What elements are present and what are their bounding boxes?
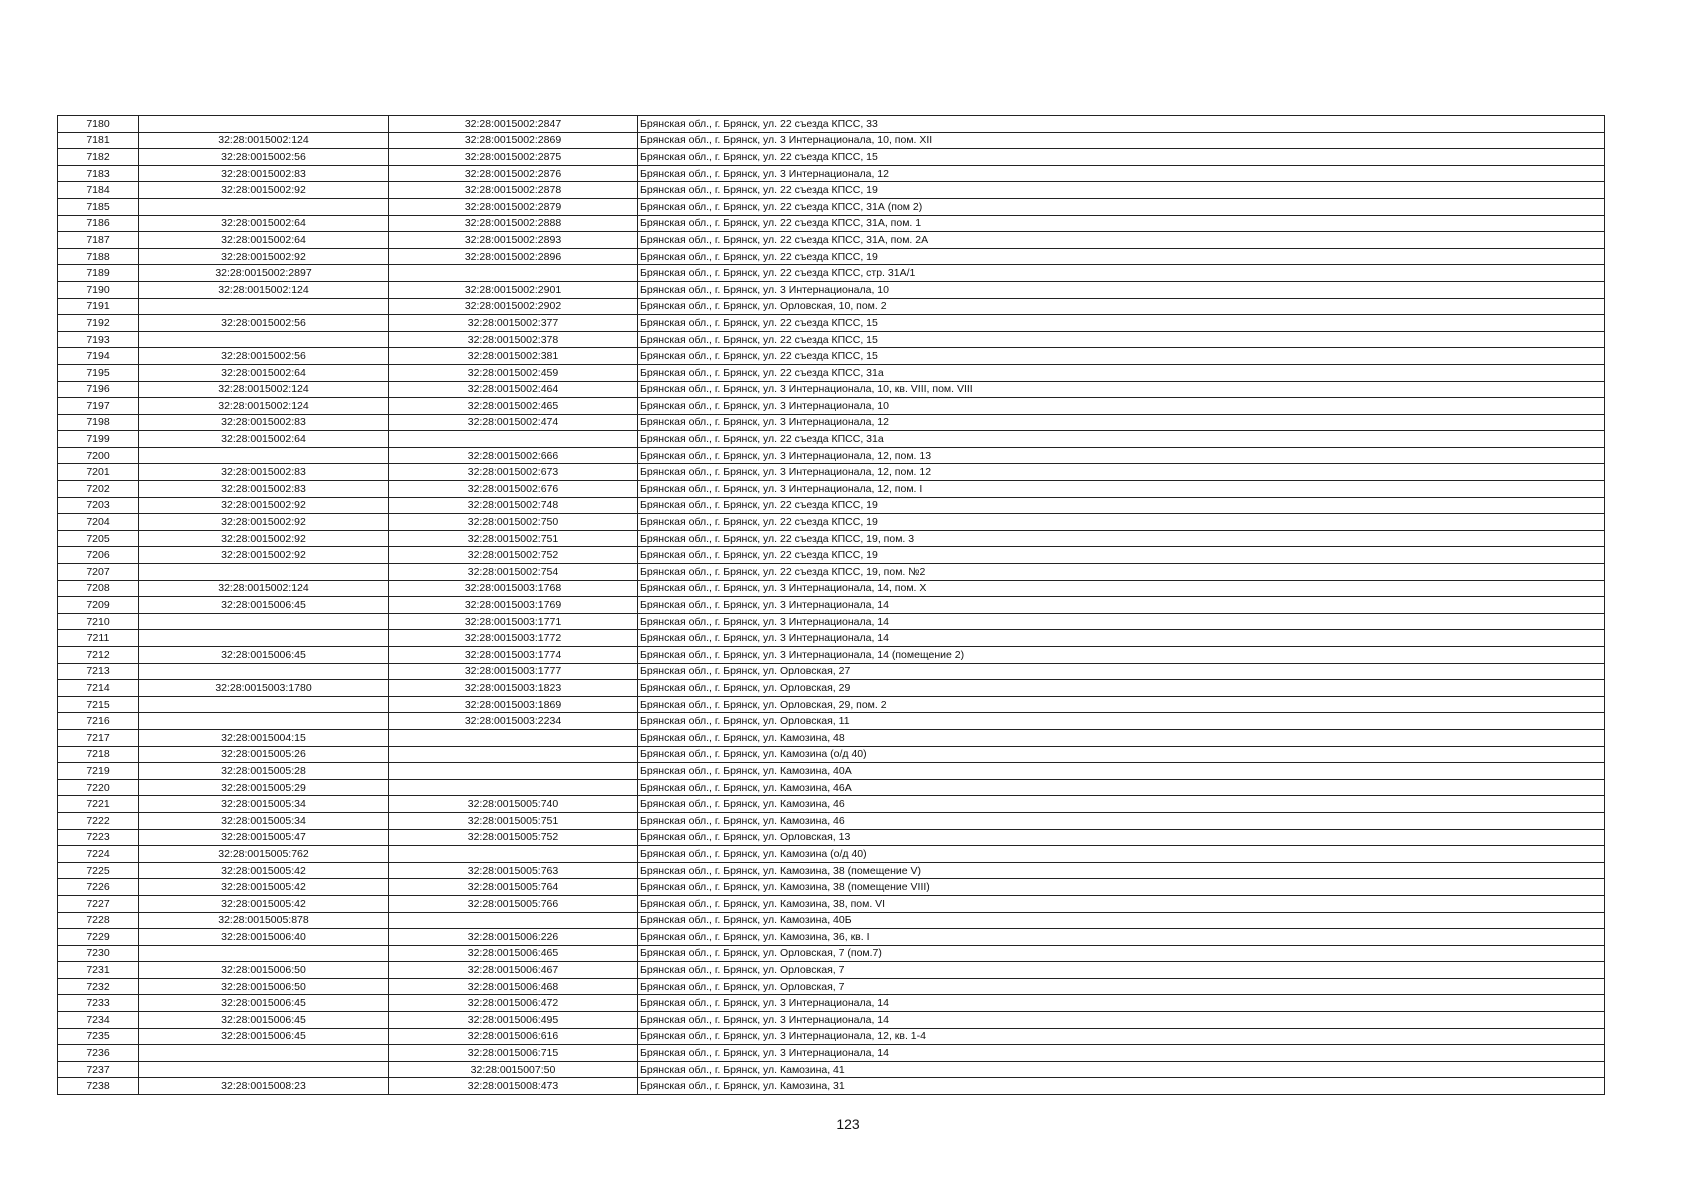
land-cadastral-number-cell: 32:28:0015006:45 <box>139 647 389 664</box>
object-cadastral-number-cell: 32:28:0015002:2879 <box>389 198 638 215</box>
table-row <box>58 248 1605 265</box>
land-cadastral-number-cell: 32:28:0015005:878 <box>139 912 389 929</box>
address-cell: Брянская обл., г. Брянск, ул. 22 съезда КПСС, 19 <box>638 514 1605 531</box>
row-number-cell: 7188 <box>58 248 139 265</box>
table-row <box>58 630 1605 647</box>
object-cadastral-number-cell: 32:28:0015005:751 <box>389 812 638 829</box>
land-cadastral-number-cell: 32:28:0015006:45 <box>139 1012 389 1029</box>
table-row <box>58 663 1605 680</box>
row-number-cell: 7206 <box>58 547 139 564</box>
table-row <box>58 580 1605 597</box>
table-row <box>58 414 1605 431</box>
table-row <box>58 879 1605 896</box>
row-number-cell: 7182 <box>58 149 139 166</box>
row-number-cell: 7217 <box>58 729 139 746</box>
object-cadastral-number-cell: 32:28:0015002:2896 <box>389 248 638 265</box>
table-row <box>58 779 1605 796</box>
land-cadastral-number-cell: 32:28:0015002:83 <box>139 481 389 498</box>
object-cadastral-number-cell: 32:28:0015003:1777 <box>389 663 638 680</box>
land-cadastral-number-cell: 32:28:0015002:124 <box>139 381 389 398</box>
object-cadastral-number-cell: 32:28:0015002:2869 <box>389 132 638 149</box>
land-cadastral-number-cell: 32:28:0015002:92 <box>139 248 389 265</box>
row-number-cell: 7231 <box>58 962 139 979</box>
table-row <box>58 447 1605 464</box>
table-row <box>58 281 1605 298</box>
object-cadastral-number-cell <box>389 846 638 863</box>
land-cadastral-number-cell <box>139 613 389 630</box>
land-cadastral-number-cell: 32:28:0015002:124 <box>139 398 389 415</box>
row-number-cell: 7212 <box>58 647 139 664</box>
object-cadastral-number-cell: 32:28:0015002:465 <box>389 398 638 415</box>
row-number-cell: 7204 <box>58 514 139 531</box>
object-cadastral-number-cell <box>389 431 638 448</box>
object-cadastral-number-cell: 32:28:0015006:472 <box>389 995 638 1012</box>
row-number-cell: 7186 <box>58 215 139 232</box>
land-cadastral-number-cell <box>139 331 389 348</box>
land-cadastral-number-cell: 32:28:0015004:15 <box>139 729 389 746</box>
land-cadastral-number-cell: 32:28:0015005:28 <box>139 763 389 780</box>
address-cell: Брянская обл., г. Брянск, ул. 22 съезда КПСС, 31А, пом. 1 <box>638 215 1605 232</box>
address-cell: Брянская обл., г. Брянск, ул. Камозина, 38, пом. VI <box>638 895 1605 912</box>
table-row <box>58 165 1605 182</box>
object-cadastral-number-cell: 32:28:0015003:1772 <box>389 630 638 647</box>
address-cell: Брянская обл., г. Брянск, ул. 22 съезда КПСС, 19, пом. №2 <box>638 564 1605 581</box>
table-row <box>58 215 1605 232</box>
object-cadastral-number-cell: 32:28:0015002:752 <box>389 547 638 564</box>
address-cell: Брянская обл., г. Брянск, ул. 3 Интернационала, 12 <box>638 165 1605 182</box>
table-row <box>58 198 1605 215</box>
table-row <box>58 1028 1605 1045</box>
address-cell: Брянская обл., г. Брянск, ул. 3 Интернационала, 12, кв. 1-4 <box>638 1028 1605 1045</box>
row-number-cell: 7229 <box>58 929 139 946</box>
land-cadastral-number-cell: 32:28:0015002:64 <box>139 232 389 249</box>
row-number-cell: 7224 <box>58 846 139 863</box>
row-number-cell: 7219 <box>58 763 139 780</box>
land-cadastral-number-cell: 32:28:0015008:23 <box>139 1078 389 1095</box>
address-cell: Брянская обл., г. Брянск, ул. Камозина (о/д 40) <box>638 846 1605 863</box>
address-cell: Брянская обл., г. Брянск, ул. 22 съезда КПСС, 15 <box>638 348 1605 365</box>
land-cadastral-number-cell: 32:28:0015005:42 <box>139 895 389 912</box>
land-cadastral-number-cell: 32:28:0015005:762 <box>139 846 389 863</box>
address-cell: Брянская обл., г. Брянск, ул. 22 съезда КПСС, 19 <box>638 248 1605 265</box>
object-cadastral-number-cell: 32:28:0015003:1771 <box>389 613 638 630</box>
land-cadastral-number-cell: 32:28:0015005:34 <box>139 796 389 813</box>
address-cell: Брянская обл., г. Брянск, ул. 3 Интернационала, 12 <box>638 414 1605 431</box>
table-row <box>58 132 1605 149</box>
object-cadastral-number-cell <box>389 912 638 929</box>
address-cell: Брянская обл., г. Брянск, ул. 3 Интернационала, 14 <box>638 1012 1605 1029</box>
address-cell: Брянская обл., г. Брянск, ул. 22 съезда КПСС, 33 <box>638 116 1605 133</box>
address-cell: Брянская обл., г. Брянск, ул. Камозина, 38 (помещение VIII) <box>638 879 1605 896</box>
address-cell: Брянская обл., г. Брянск, ул. 3 Интернационала, 10, пом. XII <box>638 132 1605 149</box>
table-row <box>58 696 1605 713</box>
address-cell: Брянская обл., г. Брянск, ул. 3 Интернационала, 14 <box>638 613 1605 630</box>
land-cadastral-number-cell: 32:28:0015005:34 <box>139 812 389 829</box>
table-row <box>58 232 1605 249</box>
object-cadastral-number-cell: 32:28:0015002:673 <box>389 464 638 481</box>
row-number-cell: 7237 <box>58 1061 139 1078</box>
object-cadastral-number-cell: 32:28:0015008:473 <box>389 1078 638 1095</box>
land-cadastral-number-cell: 32:28:0015002:64 <box>139 431 389 448</box>
row-number-cell: 7193 <box>58 331 139 348</box>
object-cadastral-number-cell <box>389 763 638 780</box>
land-cadastral-number-cell: 32:28:0015005:47 <box>139 829 389 846</box>
address-cell: Брянская обл., г. Брянск, ул. Камозина (о/д 40) <box>638 746 1605 763</box>
object-cadastral-number-cell: 32:28:0015006:226 <box>389 929 638 946</box>
address-cell: Брянская обл., г. Брянск, ул. 22 съезда КПСС, 31А, пом. 2А <box>638 232 1605 249</box>
table-row <box>58 315 1605 332</box>
land-cadastral-number-cell <box>139 298 389 315</box>
object-cadastral-number-cell: 32:28:0015007:50 <box>389 1061 638 1078</box>
row-number-cell: 7207 <box>58 564 139 581</box>
land-cadastral-number-cell: 32:28:0015002:83 <box>139 414 389 431</box>
object-cadastral-number-cell: 32:28:0015002:2847 <box>389 116 638 133</box>
row-number-cell: 7203 <box>58 497 139 514</box>
table-row <box>58 398 1605 415</box>
table-row <box>58 647 1605 664</box>
object-cadastral-number-cell: 32:28:0015002:459 <box>389 364 638 381</box>
address-cell: Брянская обл., г. Брянск, ул. 22 съезда КПСС, 31а <box>638 431 1605 448</box>
table-row <box>58 514 1605 531</box>
address-cell: Брянская обл., г. Брянск, ул. Орловская, 27 <box>638 663 1605 680</box>
address-cell: Брянская обл., г. Брянск, ул. Орловская, 29, пом. 2 <box>638 696 1605 713</box>
address-cell: Брянская обл., г. Брянск, ул. 22 съезда КПСС, 19 <box>638 182 1605 199</box>
land-cadastral-number-cell: 32:28:0015002:124 <box>139 580 389 597</box>
row-number-cell: 7202 <box>58 481 139 498</box>
land-cadastral-number-cell <box>139 1045 389 1062</box>
address-cell: Брянская обл., г. Брянск, ул. 3 Интернационала, 12, пом. 13 <box>638 447 1605 464</box>
object-cadastral-number-cell <box>389 265 638 282</box>
object-cadastral-number-cell: 32:28:0015002:2902 <box>389 298 638 315</box>
address-cell: Брянская обл., г. Брянск, ул. Камозина, 46А <box>638 779 1605 796</box>
address-cell: Брянская обл., г. Брянск, ул. Камозина, 46 <box>638 796 1605 813</box>
table-row <box>58 746 1605 763</box>
land-cadastral-number-cell: 32:28:0015002:92 <box>139 497 389 514</box>
row-number-cell: 7215 <box>58 696 139 713</box>
address-cell: Брянская обл., г. Брянск, ул. 22 съезда КПСС, 31а <box>638 364 1605 381</box>
table-row <box>58 680 1605 697</box>
address-cell: Брянская обл., г. Брянск, ул. 22 съезда КПСС, 15 <box>638 331 1605 348</box>
object-cadastral-number-cell: 32:28:0015002:750 <box>389 514 638 531</box>
row-number-cell: 7209 <box>58 597 139 614</box>
object-cadastral-number-cell: 32:28:0015005:763 <box>389 862 638 879</box>
object-cadastral-number-cell: 32:28:0015005:752 <box>389 829 638 846</box>
address-cell: Брянская обл., г. Брянск, ул. 3 Интернационала, 10 <box>638 398 1605 415</box>
address-cell: Брянская обл., г. Брянск, ул. 3 Интернационала, 14 <box>638 1045 1605 1062</box>
table-row <box>58 895 1605 912</box>
row-number-cell: 7196 <box>58 381 139 398</box>
object-cadastral-number-cell: 32:28:0015002:381 <box>389 348 638 365</box>
row-number-cell: 7232 <box>58 978 139 995</box>
table-row <box>58 945 1605 962</box>
property-register-table <box>57 115 1605 1095</box>
object-cadastral-number-cell: 32:28:0015002:474 <box>389 414 638 431</box>
land-cadastral-number-cell: 32:28:0015006:45 <box>139 1028 389 1045</box>
table-row <box>58 116 1605 133</box>
object-cadastral-number-cell: 32:28:0015002:676 <box>389 481 638 498</box>
land-cadastral-number-cell <box>139 663 389 680</box>
object-cadastral-number-cell: 32:28:0015002:754 <box>389 564 638 581</box>
object-cadastral-number-cell: 32:28:0015006:467 <box>389 962 638 979</box>
row-number-cell: 7214 <box>58 680 139 697</box>
land-cadastral-number-cell: 32:28:0015002:64 <box>139 215 389 232</box>
row-number-cell: 7228 <box>58 912 139 929</box>
object-cadastral-number-cell: 32:28:0015002:748 <box>389 497 638 514</box>
row-number-cell: 7201 <box>58 464 139 481</box>
land-cadastral-number-cell: 32:28:0015005:42 <box>139 879 389 896</box>
object-cadastral-number-cell: 32:28:0015002:2876 <box>389 165 638 182</box>
row-number-cell: 7235 <box>58 1028 139 1045</box>
table-row <box>58 1012 1605 1029</box>
table-row <box>58 713 1605 730</box>
table-row <box>58 481 1605 498</box>
address-cell: Брянская обл., г. Брянск, ул. 3 Интернационала, 14 <box>638 597 1605 614</box>
address-cell: Брянская обл., г. Брянск, ул. Орловская, 10, пом. 2 <box>638 298 1605 315</box>
table-row <box>58 381 1605 398</box>
address-cell: Брянская обл., г. Брянск, ул. 22 съезда КПСС, 19 <box>638 547 1605 564</box>
row-number-cell: 7199 <box>58 431 139 448</box>
table-row <box>58 149 1605 166</box>
table-row <box>58 265 1605 282</box>
object-cadastral-number-cell <box>389 746 638 763</box>
address-cell: Брянская обл., г. Брянск, ул. Камозина, 40А <box>638 763 1605 780</box>
address-cell: Брянская обл., г. Брянск, ул. 3 Интернационала, 12, пом. I <box>638 481 1605 498</box>
row-number-cell: 7192 <box>58 315 139 332</box>
table-body <box>58 116 1605 1095</box>
address-cell: Брянская обл., г. Брянск, ул. 3 Интернационала, 10 <box>638 281 1605 298</box>
address-cell: Брянская обл., г. Брянск, ул. 3 Интернационала, 14 (помещение 2) <box>638 647 1605 664</box>
table-row <box>58 1061 1605 1078</box>
object-cadastral-number-cell: 32:28:0015002:2878 <box>389 182 638 199</box>
object-cadastral-number-cell: 32:28:0015002:751 <box>389 530 638 547</box>
object-cadastral-number-cell: 32:28:0015003:1774 <box>389 647 638 664</box>
table-row <box>58 846 1605 863</box>
address-cell: Брянская обл., г. Брянск, ул. Камозина, 41 <box>638 1061 1605 1078</box>
page-number: 123 <box>836 1116 860 1132</box>
object-cadastral-number-cell: 32:28:0015002:2901 <box>389 281 638 298</box>
table-row <box>58 597 1605 614</box>
land-cadastral-number-cell: 32:28:0015002:56 <box>139 315 389 332</box>
row-number-cell: 7218 <box>58 746 139 763</box>
table-row <box>58 364 1605 381</box>
table-row <box>58 182 1605 199</box>
object-cadastral-number-cell: 32:28:0015006:465 <box>389 945 638 962</box>
land-cadastral-number-cell: 32:28:0015002:83 <box>139 464 389 481</box>
address-cell: Брянская обл., г. Брянск, ул. Камозина, 38 (помещение V) <box>638 862 1605 879</box>
row-number-cell: 7220 <box>58 779 139 796</box>
table-row <box>58 912 1605 929</box>
object-cadastral-number-cell: 32:28:0015006:495 <box>389 1012 638 1029</box>
object-cadastral-number-cell: 32:28:0015003:1768 <box>389 580 638 597</box>
object-cadastral-number-cell: 32:28:0015003:1869 <box>389 696 638 713</box>
address-cell: Брянская обл., г. Брянск, ул. 22 съезда КПСС, 19, пом. 3 <box>638 530 1605 547</box>
object-cadastral-number-cell: 32:28:0015003:1823 <box>389 680 638 697</box>
address-cell: Брянская обл., г. Брянск, ул. Камозина, 31 <box>638 1078 1605 1095</box>
land-cadastral-number-cell <box>139 564 389 581</box>
land-cadastral-number-cell: 32:28:0015002:56 <box>139 348 389 365</box>
land-cadastral-number-cell: 32:28:0015006:45 <box>139 995 389 1012</box>
row-number-cell: 7185 <box>58 198 139 215</box>
row-number-cell: 7181 <box>58 132 139 149</box>
row-number-cell: 7189 <box>58 265 139 282</box>
land-cadastral-number-cell <box>139 1061 389 1078</box>
row-number-cell: 7200 <box>58 447 139 464</box>
table-row <box>58 348 1605 365</box>
row-number-cell: 7180 <box>58 116 139 133</box>
address-cell: Брянская обл., г. Брянск, ул. 22 съезда КПСС, 31А (пом 2) <box>638 198 1605 215</box>
row-number-cell: 7197 <box>58 398 139 415</box>
table-row <box>58 547 1605 564</box>
land-cadastral-number-cell: 32:28:0015005:42 <box>139 862 389 879</box>
row-number-cell: 7210 <box>58 613 139 630</box>
object-cadastral-number-cell: 32:28:0015005:740 <box>389 796 638 813</box>
address-cell: Брянская обл., г. Брянск, ул. Орловская, 7 (пом.7) <box>638 945 1605 962</box>
land-cadastral-number-cell: 32:28:0015006:50 <box>139 978 389 995</box>
table-row <box>58 995 1605 1012</box>
land-cadastral-number-cell: 32:28:0015002:64 <box>139 364 389 381</box>
table-row <box>58 1045 1605 1062</box>
address-cell: Брянская обл., г. Брянск, ул. 22 съезда КПСС, 15 <box>638 149 1605 166</box>
row-number-cell: 7191 <box>58 298 139 315</box>
address-cell: Брянская обл., г. Брянск, ул. Орловская, 11 <box>638 713 1605 730</box>
object-cadastral-number-cell: 32:28:0015003:2234 <box>389 713 638 730</box>
row-number-cell: 7236 <box>58 1045 139 1062</box>
row-number-cell: 7230 <box>58 945 139 962</box>
land-cadastral-number-cell: 32:28:0015002:83 <box>139 165 389 182</box>
row-number-cell: 7216 <box>58 713 139 730</box>
land-cadastral-number-cell: 32:28:0015002:124 <box>139 281 389 298</box>
row-number-cell: 7213 <box>58 663 139 680</box>
land-cadastral-number-cell <box>139 116 389 133</box>
object-cadastral-number-cell: 32:28:0015003:1769 <box>389 597 638 614</box>
row-number-cell: 7234 <box>58 1012 139 1029</box>
row-number-cell: 7211 <box>58 630 139 647</box>
table-row <box>58 829 1605 846</box>
land-cadastral-number-cell: 32:28:0015002:92 <box>139 182 389 199</box>
row-number-cell: 7226 <box>58 879 139 896</box>
land-cadastral-number-cell <box>139 696 389 713</box>
address-cell: Брянская обл., г. Брянск, ул. 3 Интернационала, 14 <box>638 995 1605 1012</box>
land-cadastral-number-cell: 32:28:0015002:92 <box>139 514 389 531</box>
address-cell: Брянская обл., г. Брянск, ул. Орловская, 13 <box>638 829 1605 846</box>
row-number-cell: 7233 <box>58 995 139 1012</box>
land-cadastral-number-cell: 32:28:0015002:92 <box>139 530 389 547</box>
object-cadastral-number-cell: 32:28:0015006:715 <box>389 1045 638 1062</box>
land-cadastral-number-cell: 32:28:0015006:40 <box>139 929 389 946</box>
object-cadastral-number-cell: 32:28:0015005:766 <box>389 895 638 912</box>
address-cell: Брянская обл., г. Брянск, ул. Камозина, 40Б <box>638 912 1605 929</box>
row-number-cell: 7190 <box>58 281 139 298</box>
table-row <box>58 962 1605 979</box>
address-cell: Брянская обл., г. Брянск, ул. Камозина, 46 <box>638 812 1605 829</box>
address-cell: Брянская обл., г. Брянск, ул. 3 Интернационала, 10, кв. VIII, пом. VIII <box>638 381 1605 398</box>
land-cadastral-number-cell <box>139 713 389 730</box>
land-cadastral-number-cell <box>139 447 389 464</box>
table-row <box>58 796 1605 813</box>
address-cell: Брянская обл., г. Брянск, ул. 3 Интернационала, 14 <box>638 630 1605 647</box>
land-cadastral-number-cell: 32:28:0015002:124 <box>139 132 389 149</box>
row-number-cell: 7225 <box>58 862 139 879</box>
address-cell: Брянская обл., г. Брянск, ул. Орловская, 7 <box>638 962 1605 979</box>
row-number-cell: 7227 <box>58 895 139 912</box>
object-cadastral-number-cell: 32:28:0015002:377 <box>389 315 638 332</box>
row-number-cell: 7222 <box>58 812 139 829</box>
table-row <box>58 530 1605 547</box>
land-cadastral-number-cell: 32:28:0015005:29 <box>139 779 389 796</box>
row-number-cell: 7221 <box>58 796 139 813</box>
table-row <box>58 729 1605 746</box>
table-row <box>58 763 1605 780</box>
land-cadastral-number-cell <box>139 945 389 962</box>
object-cadastral-number-cell: 32:28:0015006:468 <box>389 978 638 995</box>
address-cell: Брянская обл., г. Брянск, ул. 22 съезда КПСС, 15 <box>638 315 1605 332</box>
table-row <box>58 812 1605 829</box>
land-cadastral-number-cell: 32:28:0015003:1780 <box>139 680 389 697</box>
table-row <box>58 929 1605 946</box>
table-row <box>58 978 1605 995</box>
table-row <box>58 431 1605 448</box>
address-cell: Брянская обл., г. Брянск, ул. Камозина, 36, кв. I <box>638 929 1605 946</box>
object-cadastral-number-cell: 32:28:0015002:464 <box>389 381 638 398</box>
address-cell: Брянская обл., г. Брянск, ул. 22 съезда КПСС, стр. 31А/1 <box>638 265 1605 282</box>
address-cell: Брянская обл., г. Брянск, ул. 3 Интернационала, 12, пом. 12 <box>638 464 1605 481</box>
address-cell: Брянская обл., г. Брянск, ул. 22 съезда КПСС, 19 <box>638 497 1605 514</box>
object-cadastral-number-cell: 32:28:0015002:378 <box>389 331 638 348</box>
object-cadastral-number-cell: 32:28:0015002:2893 <box>389 232 638 249</box>
table-row <box>58 862 1605 879</box>
row-number-cell: 7238 <box>58 1078 139 1095</box>
table-row <box>58 1078 1605 1095</box>
row-number-cell: 7194 <box>58 348 139 365</box>
table-row <box>58 298 1605 315</box>
land-cadastral-number-cell <box>139 630 389 647</box>
address-cell: Брянская обл., г. Брянск, ул. 3 Интернационала, 14, пом. X <box>638 580 1605 597</box>
table-row <box>58 564 1605 581</box>
land-cadastral-number-cell <box>139 198 389 215</box>
table-row <box>58 331 1605 348</box>
row-number-cell: 7205 <box>58 530 139 547</box>
row-number-cell: 7198 <box>58 414 139 431</box>
row-number-cell: 7208 <box>58 580 139 597</box>
land-cadastral-number-cell: 32:28:0015002:92 <box>139 547 389 564</box>
object-cadastral-number-cell: 32:28:0015005:764 <box>389 879 638 896</box>
object-cadastral-number-cell <box>389 779 638 796</box>
object-cadastral-number-cell: 32:28:0015002:2888 <box>389 215 638 232</box>
object-cadastral-number-cell: 32:28:0015002:2875 <box>389 149 638 166</box>
object-cadastral-number-cell: 32:28:0015006:616 <box>389 1028 638 1045</box>
object-cadastral-number-cell <box>389 729 638 746</box>
row-number-cell: 7223 <box>58 829 139 846</box>
land-cadastral-number-cell: 32:28:0015002:2897 <box>139 265 389 282</box>
table-row <box>58 464 1605 481</box>
row-number-cell: 7184 <box>58 182 139 199</box>
row-number-cell: 7195 <box>58 364 139 381</box>
land-cadastral-number-cell: 32:28:0015005:26 <box>139 746 389 763</box>
row-number-cell: 7183 <box>58 165 139 182</box>
land-cadastral-number-cell: 32:28:0015002:56 <box>139 149 389 166</box>
address-cell: Брянская обл., г. Брянск, ул. Камозина, 48 <box>638 729 1605 746</box>
land-cadastral-number-cell: 32:28:0015006:50 <box>139 962 389 979</box>
address-cell: Брянская обл., г. Брянск, ул. Орловская, 29 <box>638 680 1605 697</box>
row-number-cell: 7187 <box>58 232 139 249</box>
address-cell: Брянская обл., г. Брянск, ул. Орловская, 7 <box>638 978 1605 995</box>
object-cadastral-number-cell: 32:28:0015002:666 <box>389 447 638 464</box>
table-row <box>58 613 1605 630</box>
table-row <box>58 497 1605 514</box>
land-cadastral-number-cell: 32:28:0015006:45 <box>139 597 389 614</box>
